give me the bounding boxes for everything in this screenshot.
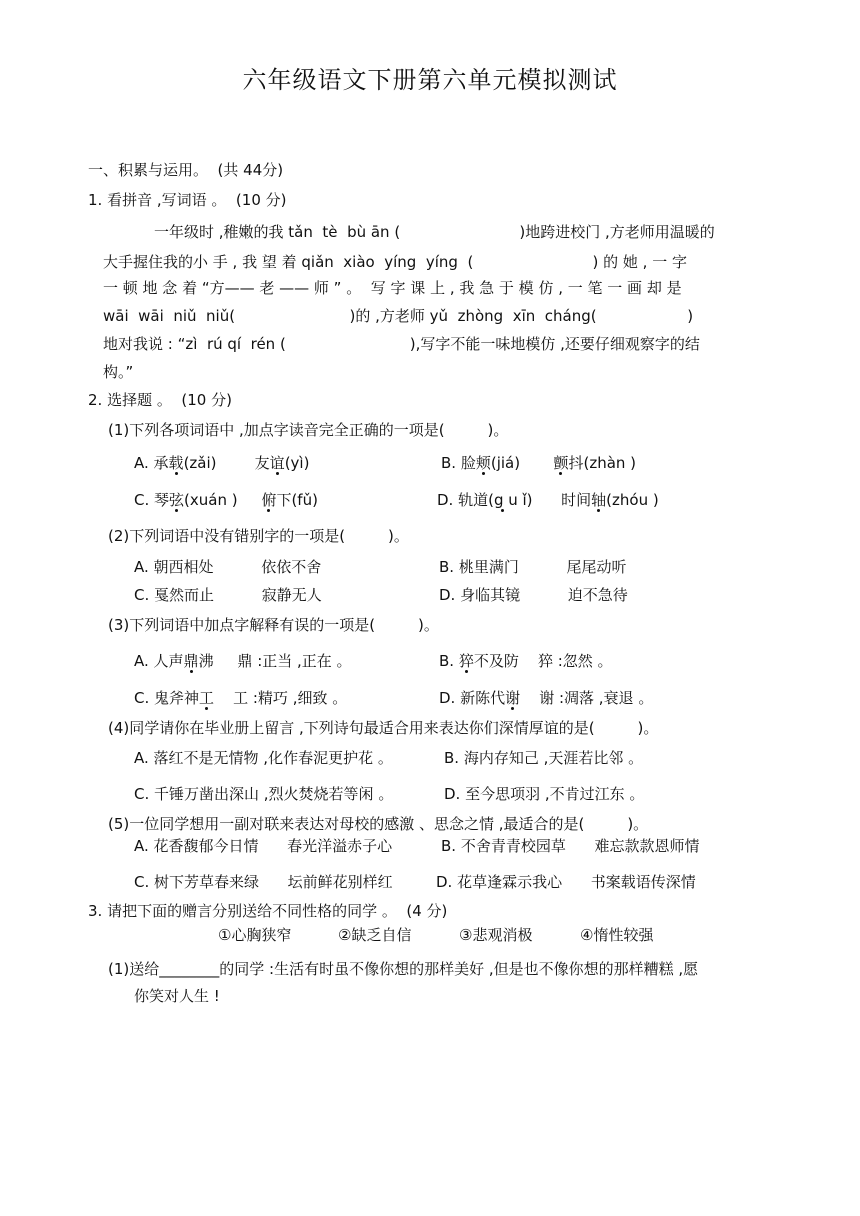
q1-line-4: wāi wāi niǔ niǔ( )的 ,方老师 yǔ zhòng xīn cháng( ) (103, 307, 694, 325)
q2-sub2-stem: (2)下列词语中没有错别字的一项是( )。 (108, 527, 409, 545)
q2-sub5-option-c: C. 树下芳草春来绿 坛前鲜花别样红 (134, 873, 393, 891)
q2-sub5-option-b: B. 不舍青青校园草 难忘款款恩师情 (441, 837, 700, 855)
q3-option-4: ④惰性较强 (580, 926, 654, 944)
q2-sub4-option-b: B. 海内存知己 ,天涯若比邻 。 (444, 749, 644, 767)
q2-sub4-option-c: C. 千锤万凿出深山 ,烈火焚烧若等闲 。 (134, 785, 394, 803)
q2-sub3-option-a: A. 人声鼎沸 鼎 :正当 ,正在 。 (134, 652, 352, 670)
q1-line-3: 一 顿 地 念 着 “方—— 老 —— 师 ” 。 写 字 课 上 , 我 急 于 模 仿 , 一 笔 一 画 却 是 (103, 279, 682, 297)
q2-sub4-option-d: D. 至今思项羽 ,不肯过江东 。 (444, 785, 645, 803)
q2-sub4-option-a: A. 落红不是无情物 ,化作春泥更护花 。 (134, 749, 393, 767)
q2-sub1-stem: (1)下列各项词语中 ,加点字读音完全正确的一项是( )。 (108, 421, 509, 439)
q3-item-1-line-2: 你笑对人生 ! (134, 987, 220, 1005)
q3-option-3: ③悲观消极 (459, 926, 533, 944)
q2-sub4-stem: (4)同学请你在毕业册上留言 ,下列诗句最适合用来表达你们深情厚谊的是( )。 (108, 719, 659, 737)
q2-sub2-option-a: A. 朝西相处 依依不舍 (134, 558, 322, 576)
q3-item-1-line-1: (1)送给________的同学 :生活有时虽不像你想的那样美好 ,但是也不像你想的那样糟糕 ,愿 (108, 960, 699, 978)
section-heading: 一、积累与运用。 (共 44分) (88, 161, 284, 179)
q2-sub5-option-d: D. 花草逢霖示我心 书案载语传深情 (436, 873, 696, 891)
q1-line-1: 一年级时 ,稚嫩的我 tǎn tè bù ān ( )地跨进校门 ,方老师用温暖的 (154, 223, 715, 241)
q2-sub5-option-a: A. 花香馥郁今日情 春光洋溢赤子心 (134, 837, 393, 855)
question-1-heading: 1. 看拼音 ,写词语 。 (10 分) (88, 191, 287, 209)
q2-sub2-option-c: C. 戛然而止 寂静无人 (134, 586, 322, 604)
q2-sub3-option-d: D. 新陈代谢 谢 :凋落 ,衰退 。 (439, 689, 654, 707)
question-2-heading: 2. 选择题 。 (10 分) (88, 391, 232, 409)
question-3-heading: 3. 请把下面的赠言分别送给不同性格的同学 。 (4 分) (88, 902, 448, 920)
q3-option-1: ①心胸狭窄 (218, 926, 292, 944)
q2-sub5-stem: (5)一位同学想用一副对联来表达对母校的感激 、思念之情 ,最适合的是( )。 (108, 815, 649, 833)
q2-sub3-option-b: B. 猝不及防 猝 :忽然 。 (439, 652, 613, 670)
q2-sub3-stem: (3)下列词语中加点字解释有误的一项是( )。 (108, 616, 439, 634)
q3-option-2: ②缺乏自信 (338, 926, 412, 944)
q2-sub1-option-b: B. 脸颊(jiá) 颤抖(zhàn ) (441, 454, 637, 472)
q2-sub2-option-d: D. 身临其镜 迫不急待 (439, 586, 628, 604)
q2-sub3-option-c: C. 鬼斧神工 工 :精巧 ,细致 。 (134, 689, 348, 707)
q2-sub1-option-c: C. 琴弦(xuán ) 俯下(fǔ) (134, 491, 318, 509)
q1-line-6: 构。” (103, 363, 134, 381)
q1-line-5: 地对我说 : “zì rú qí rén ( ),写字不能一味地模仿 ,还要仔细观察字的结 (103, 335, 700, 353)
q2-sub2-option-b: B. 桃里满门 尾尾动听 (439, 558, 627, 576)
q2-sub1-option-d: D. 轨道(g u ǐ) 时间轴(zhóu ) (437, 491, 659, 509)
q1-line-2: 大手握住我的小 手 , 我 望 着 qiǎn xiào yíng yíng ( ) 的 她 , 一 字 (103, 253, 687, 271)
q2-sub1-option-a: A. 承载(zǎi) 友谊(yì) (134, 454, 310, 472)
page-title: 六年级语文下册第六单元模拟测试 (242, 66, 618, 94)
